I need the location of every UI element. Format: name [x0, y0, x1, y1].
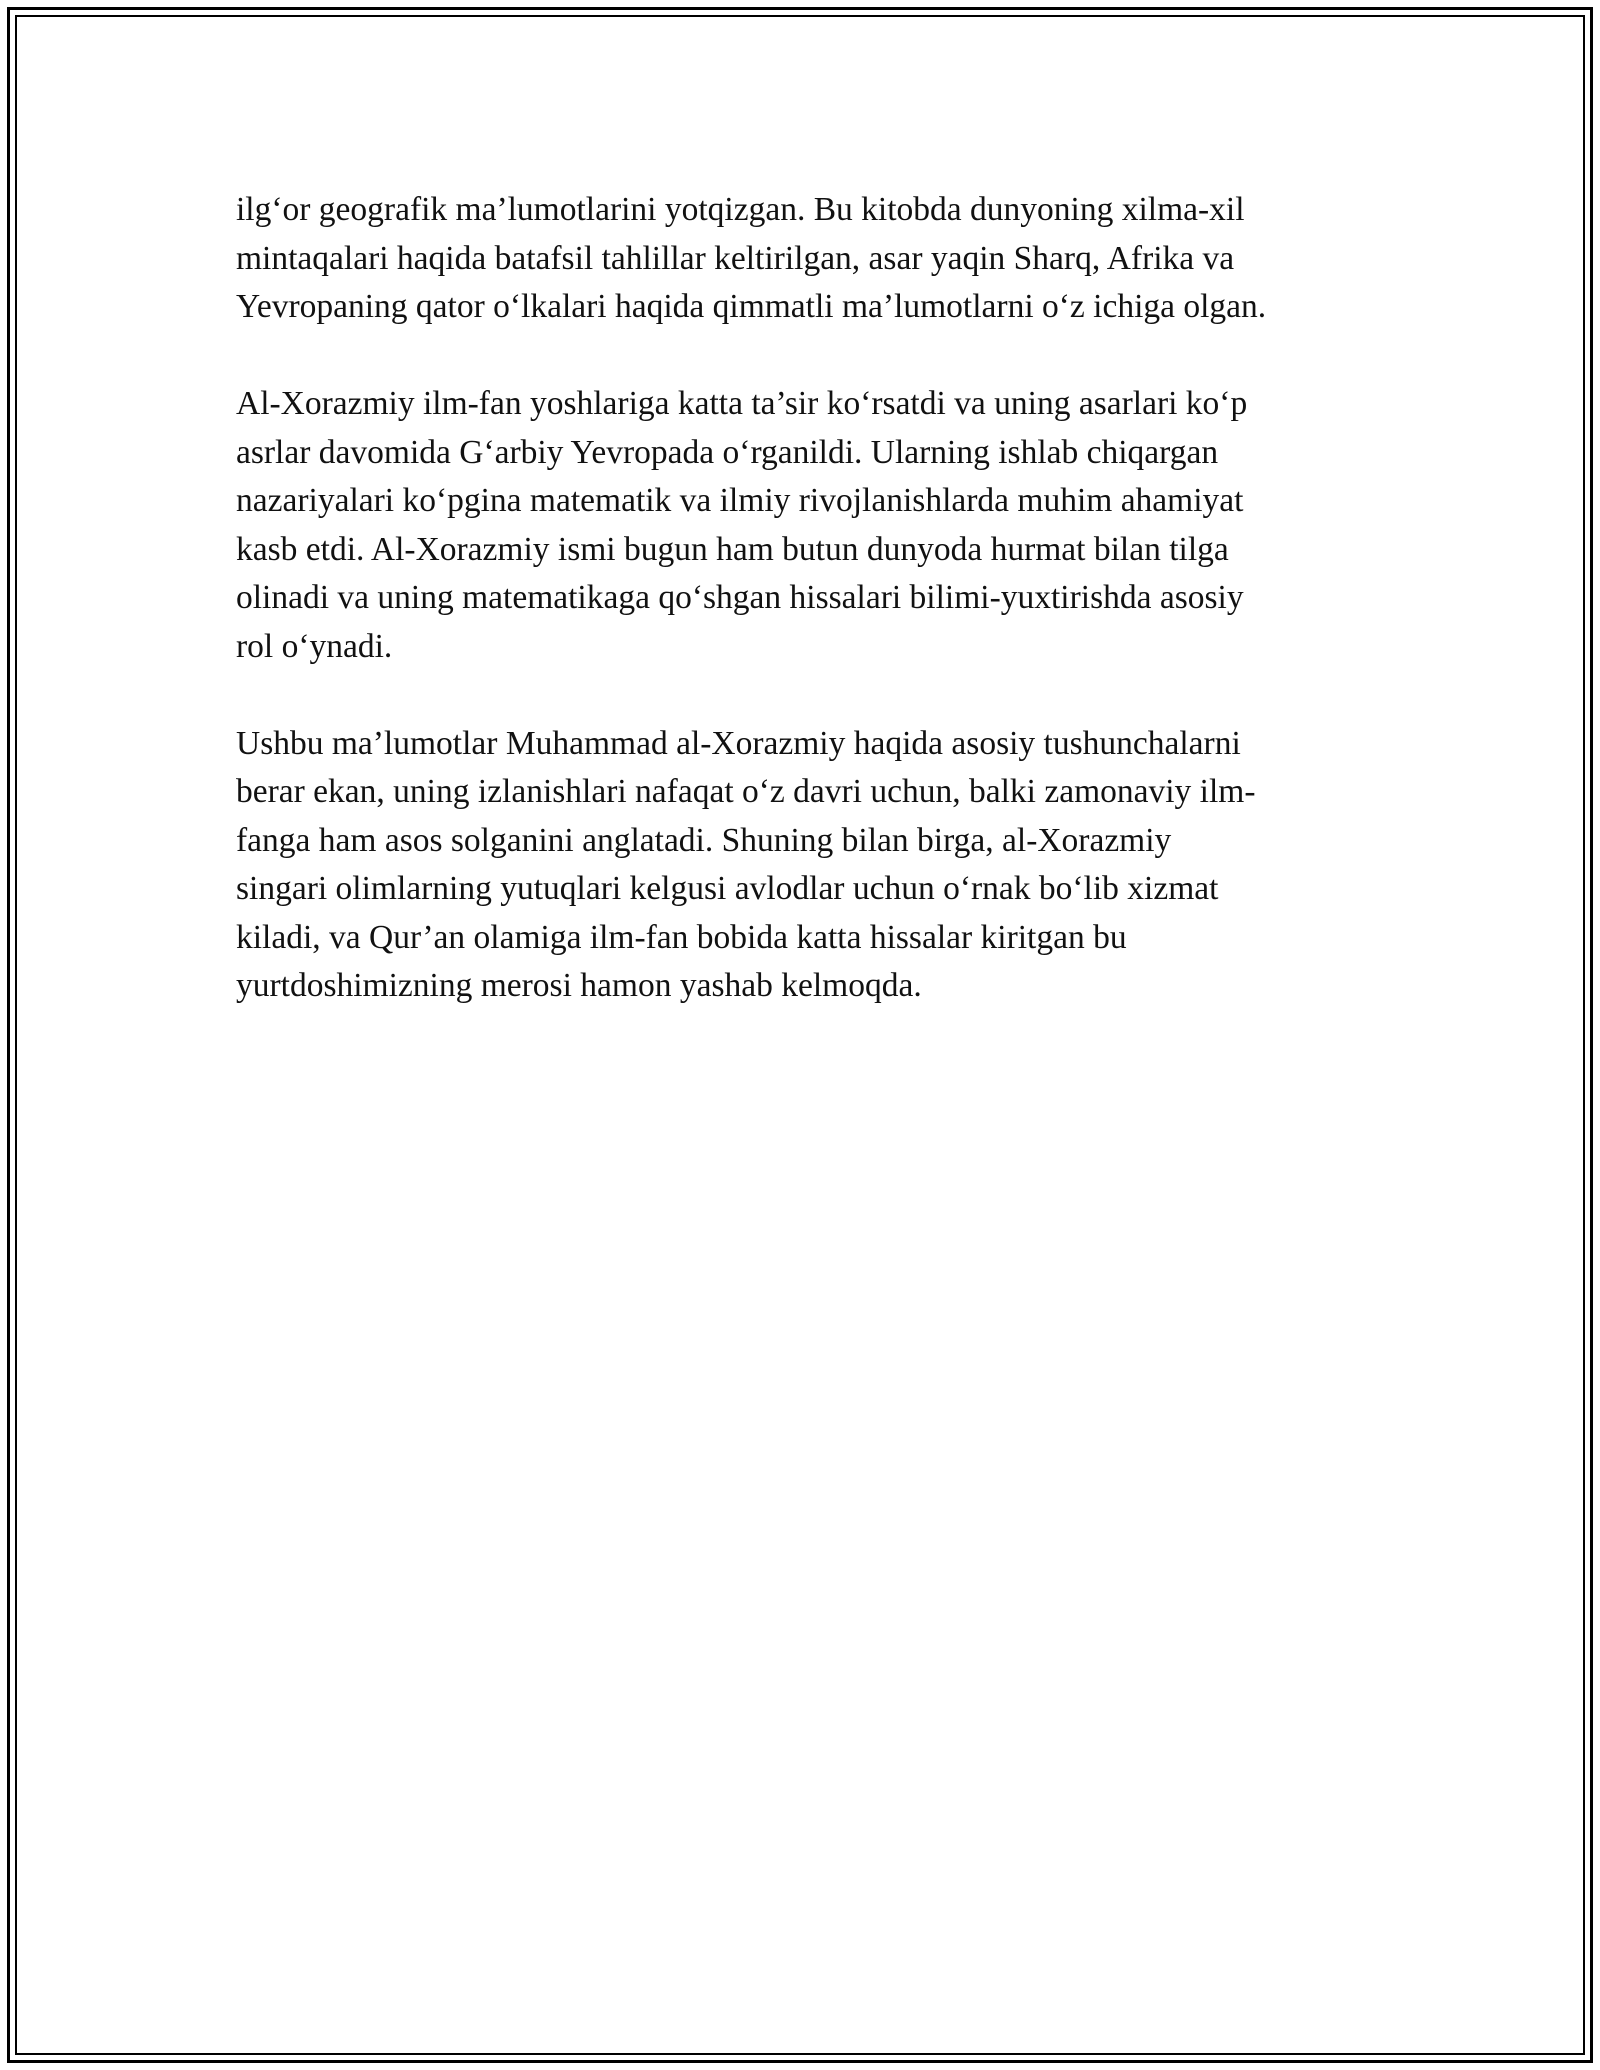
- document-body: [236, 186, 1386, 1059]
- paragraph-influence: Al-Xorazmiy ilm-fan yoshlariga katta ta’sir ko‘rsatdi va uning asarlari ko‘p asrlar davomida G‘arbiy Yevropada o‘rganildi. Ularning ishlab chiqargan nazariyalari ko‘pgina matematik va ilmiy rivojlanishlarda muhim ahamiyat kasb etdi. Al-Xorazmiy ismi bugun ham butun dunyoda hurmat bilan tilga olinadi va uning matematikaga qo‘shgan hissalari bilimi-yuxtirishda asosiy rol o‘ynadi.: [236, 385, 1248, 665]
- paragraph-legacy: Ushbu ma’lumotlar Muhammad al-Xorazmiy haqida asosiy tushunchalarni berar ekan, uning izlanishlari nafaqat o‘z davri uchun, balki zamonaviy ilm- fanga ham asos solganini anglatadi. Shuning bilan birga, al-Xorazmiy singari olimlarning yutuqlari kelgusi avlodlar uchun o‘rnak bo‘lib xizmat kiladi, va Qur’an olamiga ilm-fan bobida katta hissalar kiritgan bu yurtdoshimizning merosi hamon yashab kelmoqda.: [236, 724, 1256, 1004]
- paragraph-geography: ilg‘or geografik ma’lumotlarini yotqizgan. Bu kitobda dunyoning xilma-xil mintaqalari haqida batafsil tahlillar keltirilgan, asar yaqin Sharq, Afrika va Yevropaning qator o‘lkalari haqida qimmatli ma’lumotlarni o‘z ichiga olgan.: [236, 191, 1267, 325]
